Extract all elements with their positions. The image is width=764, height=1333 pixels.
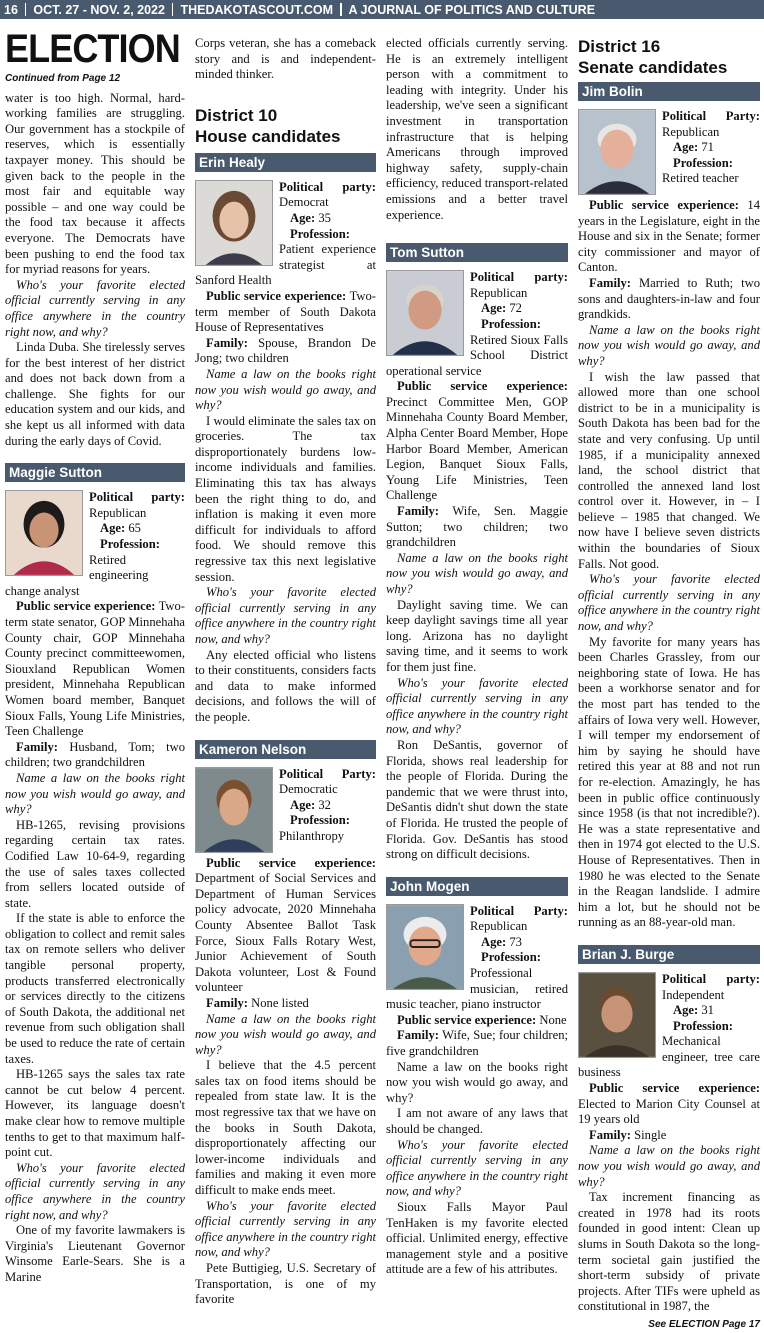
answer-favorite: One of my favorite lawmakers is Virginia's Lieutenant Governor Winsome Earle-Sears. She is a Marine [5,1223,185,1284]
family-value: None listed [251,995,309,1010]
label-age: Age: [100,521,126,536]
family-value: Wife, Sue; four children; five grandchildren [386,1028,569,1059]
label-service: Public service experience: [206,855,376,870]
portrait-icon [579,110,655,194]
answer-law: I believe that the 4.5 percent sales tax on food items should be repealed from state law. It is the most regressive tax that we have on the books in South Dakota, disproportionately affecting our lower-income individuals and families and making it even more difficult to make ends meet. [195,1058,376,1198]
candidate-photo [195,767,273,853]
answer-law: If the state is able to enforce the obligation to collect and remit sales tax on remote sellers who deliver tangible personal property, products transferred electronically or services directly to the citizens of South Dakota, the additional net revenue from such obligation shall be used to reduce the rate of certain taxes. [5,911,185,1066]
profession-value: Retired Sioux Falls School District operational service [386,332,568,378]
label-party: Political party: [89,490,185,505]
portrait-icon [196,768,272,852]
section-heading-line: House candidates [195,126,341,146]
header-divider [172,3,174,16]
label-party: Political party: [279,179,376,194]
label-family: Family: [206,995,248,1010]
label-party: Political Party: [279,766,376,781]
question-favorite: Who's your favorite elected official currently serving in any office anywhere in the country right now, and why? [386,1137,568,1199]
question-law: Name a law on the books right now you wish would go away, and why? [195,366,376,413]
party-value: Republican [662,124,720,139]
label-service: Public service experience: [397,1012,537,1027]
service-value: None [539,1012,567,1027]
label-age: Age: [481,301,507,316]
answer-law: HB-1265 says the sales tax rate cannot be cut below 4 percent. However, its language doesn't make clear how to remove multiple tenths to get to that maximum half-point cut. [5,1067,185,1160]
party-value: Republican [89,505,147,520]
family-value: Wife, Sen. Maggie Sutton; two children; two grandchildren [386,504,569,550]
label-profession: Profession: [100,537,160,552]
party-value: Republican [470,919,528,934]
profession-value: Retired engineering change analyst [5,552,149,598]
question-favorite: Who's your favorite elected official currently serving in any office anywhere in the country right now, and why? [578,572,760,634]
label-service: Public service experience: [16,599,156,614]
answer-law: HB-1265, revising provisions regarding certain tax rates. Codified Law 10-64-9, regarding the use of sales taxes collected from sellers located outside of state. [5,817,185,910]
page-number: 16 [4,2,18,17]
answer-favorite: Any elected official who listens to their constituents, considers facts and data to make informed decisions, and follows the will of the people. [195,647,376,724]
column-4 [578,36,761,1330]
portrait-icon [579,973,655,1057]
answer-favorite: Sioux Falls Mayor Paul TenHaken is my favorite elected official. Unlimited energy, effective management style and a positive attitude are a few of his attributes. [386,1199,568,1277]
portrait-icon [196,181,272,265]
question-favorite: Who's your favorite elected official currently serving in any office anywhere in the country right now, and why? [5,1160,185,1222]
header-divider [340,3,342,16]
label-profession: Profession: [673,155,733,170]
column-1 [5,27,185,1284]
answer-favorite: My favorite for many years has been Charles Grassley, from our neighboring state of Iowa. He has been a workhorse senator and for the most part has tended to the affairs of Iowa very well. However, I will temper my endorsement of him by saying he should have retired this year at 88 and not run for re-election. Amazingly, he has been in public office continuously since 1958 (is that not incredible?). He was a state representative and then in 1974 got elected to the U.S. House of Representatives. Then in 1980 he was elected to the Senate in the Reagan landslide. I admire him a lot, but he should not be running as an 88-year-old man. [578,634,760,930]
question-law: Name a law on the books right now you wish would go away, and why? [5,770,185,817]
question-law: Name a law on the books right now you wish would go away, and why? [386,550,568,596]
service-value: Two-term member of South Dakota House of Representatives [195,288,376,335]
service-value: Department of Social Services and Department of Human Services policy advocate, 2020 Minnehaha County Absentee Ballot Task Force, Sioux Falls Rotary West, Junior Achievement of South Dakota volunteer, Lost & Found volunteer [195,871,376,995]
column-3 [386,36,569,1277]
label-family: Family: [589,1127,631,1142]
label-family: Family: [397,1028,439,1043]
candidate-name-bar: Maggie Sutton [5,463,185,482]
answer-law: Tax increment financing as created in 1978 had its roots founded in good intent: Clean up slums in South Dakota so the long-term societal gain justified the short-term subsidy of private projects. After TIFs were upheld as constitutional in 1987, the [578,1190,760,1314]
label-age: Age: [673,140,699,155]
party-value: Democratic [279,782,338,797]
article-paragraph: elected officials currently serving. He is an extremely intelligent person with a commitment to leading with integrity. Under his leadership, we've seen a significant investment in transportation infrastructure that is helping Americans through improved highway safety, supply-chain efficiency, reduced transport-related emissions and a better travel experience. [386,36,568,222]
portrait-icon [387,905,463,989]
question-law: Name a law on the books right now you wish would go away, and why? [195,1011,376,1057]
candidate-name-bar: Jim Bolin [578,82,760,101]
service-value: 14 years in the Legislature, eight in the House and six in the Senate; former city commissioner and mayor of Canton. [578,198,760,275]
age-value: 35 [318,210,331,225]
answer-favorite: Pete Buttigieg, U.S. Secretary of Transportation, is one of my favorite [195,1261,376,1307]
candidate-name-bar: Tom Sutton [386,243,568,262]
question-favorite: Who's your favorite elected official currently serving in any office anywhere in the country right now, and why? [386,675,568,737]
party-value: Republican [470,285,528,300]
label-profession: Profession: [481,316,541,331]
portrait-icon [387,271,463,355]
candidate-name-bar: Erin Healy [195,153,376,172]
label-profession: Profession: [290,813,350,828]
site-name[interactable]: THEDAKOTASCOUT.COM [180,2,334,17]
party-value: Democrat [279,195,329,210]
profession-value: Retired teacher [662,171,739,186]
profession-value: Mechanical engineer, tree care business [578,1034,760,1080]
family-value: Married to Ruth; two sons and daughters-in-law and four grandkids. [578,275,761,322]
label-service: Public service experience: [206,288,347,303]
tagline: A JOURNAL OF POLITICS AND CULTURE [348,2,596,17]
age-value: 32 [318,797,331,812]
label-party: Political party: [662,971,760,986]
label-family: Family: [16,739,58,754]
portrait-icon [6,491,82,575]
label-age: Age: [673,1003,699,1018]
label-party: Political Party: [662,109,760,123]
profession-value: Professional musician, retired music teacher, piano instructor [386,966,568,1012]
question-favorite: Who's your favorite elected official currently serving in any office anywhere in the country right now, and why? [5,277,185,339]
header-divider [25,3,27,16]
candidate-photo [578,972,656,1058]
age-value: 71 [701,140,714,155]
continued-on[interactable]: See ELECTION Page 17 [648,1318,760,1330]
candidate-photo [578,109,656,195]
question-law: Name a law on the books right now you wish would go away, and why? [578,1143,760,1189]
answer-law: I wish the law passed that allowed more than one school district to be in a municipality is South Dakota has been bad for the state and very confusing. Up until 1985, if a municipality annexed land, the school district that controlled the annexed land lost control over it. However, in – I believe – 1985 that changed. We now have I believe seven districts within the boundaries of Sioux Falls. Not good. [578,369,760,571]
service-value: Elected to Marion City Counsel at 19 years old [578,1096,760,1127]
continued-from: Continued from Page 12 [5,73,121,84]
label-party: Political Party: [470,903,568,918]
label-profession: Profession: [673,1018,733,1033]
answer-law: Daylight saving time. We can keep daylight savings time all year long. Arizona has no daylight saving time, and it seems to work for them just fine. [386,597,568,674]
label-age: Age: [290,210,316,225]
question-favorite: Who's your favorite elected official currently serving in any office anywhere in the country right now, and why? [195,585,376,646]
label-service: Public service experience: [589,198,739,212]
candidate-photo [5,490,83,576]
page-header-bar [0,0,764,19]
article-paragraph: water is too high. Normal, hard-working families are struggling. Our government has a stockpile of reserves, which is essentially taxpayer money. This should be given back to the people in the most fair and equitable way possible – and one way could be the food tax because it affects everyone. The Democrats have been pushing to end the food tax for myriad reasons for years. [5,90,185,277]
label-service: Public service experience: [589,1081,760,1096]
service-value: Precinct Committee Men, GOP Minnehaha County Board Member, Alpha Center Board Member, Hope Harbor Board Member, American Legion, Banquet Sioux Falls, Young Life Ministries, Teen Challenge [386,394,568,503]
answer-favorite: Linda Duba. She tirelessly serves for the best interest of her district and does not back down from a challenge. She fights for our education system and our kids, and she kept us all informed with data during the early days of Covid. [5,340,185,448]
question-law: Name a law on the books right now you wish would go away, and why? [386,1059,568,1105]
age-value: 73 [509,934,522,949]
label-profession: Profession: [481,950,541,965]
label-profession: Profession: [290,226,350,241]
label-party: Political party: [470,270,568,285]
label-age: Age: [290,797,316,812]
candidate-name-bar: Kameron Nelson [195,740,376,759]
answer-law: I would eliminate the sales tax on groceries. The tax disproportionately burdens low-income individuals and families. Eliminating this tax has always been the right thing to do, and inflation is making it even more difficult for individuals to afford food. We should remove this regressive tax this next legislative session. [195,413,376,584]
service-value: Two-term state senator, GOP Minnehaha County chair, GOP Minnehaha County precinct committeewomen, Siouxland Republican Women president, Minnehaha Republican Women board member, Banquet Sioux Falls, Young Life Ministries, Teen Challenge [5,599,185,739]
family-value: Single [634,1127,667,1142]
column-2 [195,36,376,1307]
answer-favorite: Ron DeSantis, governor of Florida, shows real leadership for the people of Florida. During the pandemic that we were thrust into, DeSantis didn't shut down the state of Florida. He trusted the people of Florida. Gov. DeSantis has stood strong on difficult decisions. [386,737,568,862]
profession-value: Patient experience strategist at Sanford Health [195,242,376,288]
family-value: Husband, Tom; two children; two grandchildren [5,739,185,770]
article-paragraph: Corps veteran, she has a comeback story and is and independent-minded thinker. [195,36,376,82]
family-value: Spouse, Brandon De Jong; two children [195,335,376,366]
section-heading-line: District 10 [195,105,278,125]
age-value: 72 [509,301,522,316]
candidate-name-bar: John Mogen [386,877,568,896]
label-service: Public service experience: [397,379,568,394]
label-family: Family: [589,275,631,290]
label-age: Age: [481,934,507,949]
candidate-photo [386,270,464,356]
article-title: ELECTION [5,27,180,71]
section-heading [578,36,760,78]
candidate-photo [386,904,464,990]
party-value: Independent [662,987,725,1002]
question-favorite: Who's your favorite elected official currently serving in any office anywhere in the country right now, and why? [195,1198,376,1260]
question-law: Name a law on the books right now you wish would go away, and why? [578,322,760,368]
issue-dates: OCT. 27 - NOV. 2, 2022 [33,2,165,17]
profession-value: Philanthropy [279,828,345,843]
age-value: 31 [701,1003,714,1018]
age-value: 65 [128,521,141,536]
answer-law: I am not aware of any laws that should be changed. [386,1106,568,1136]
label-family: Family: [397,504,439,519]
candidate-name-bar: Brian J. Burge [578,945,760,964]
section-heading-line: Senate candidates [578,58,728,77]
candidate-photo [195,180,273,266]
section-heading [195,105,376,147]
label-family: Family: [206,335,248,350]
section-heading-line: District 16 [578,37,661,56]
